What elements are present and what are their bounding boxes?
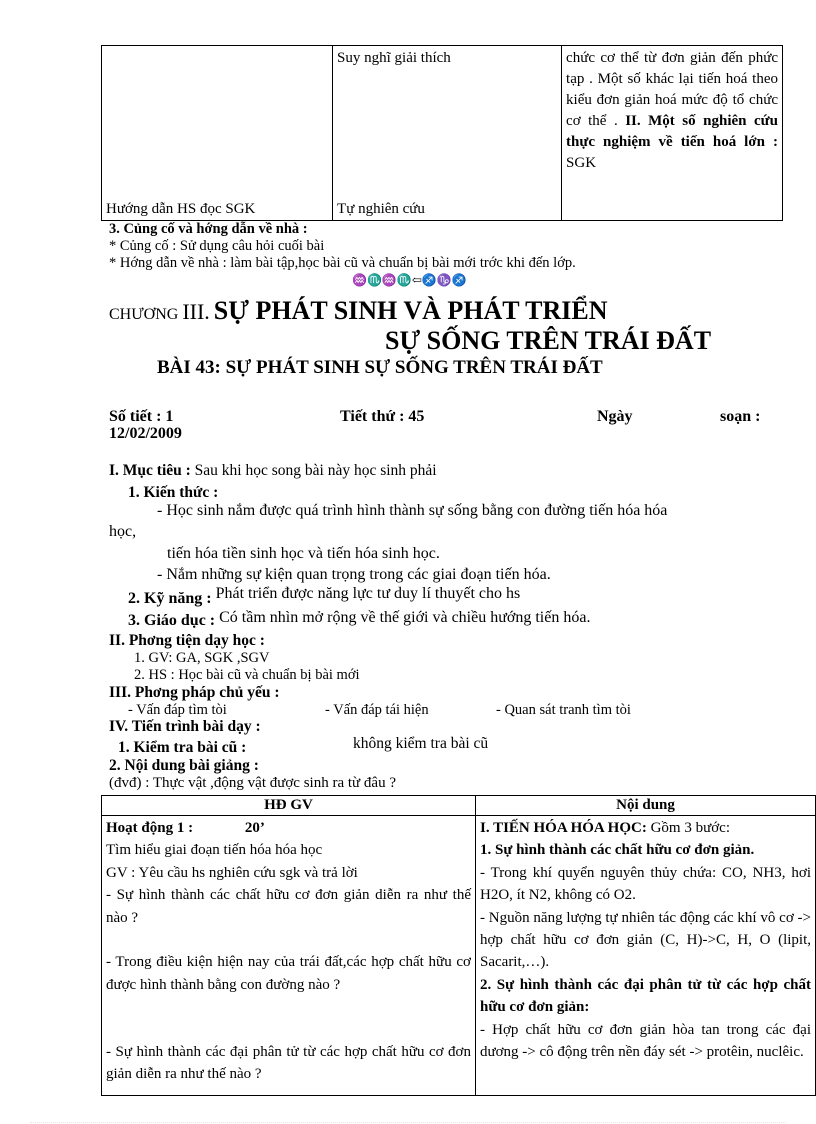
methods-heading: III. Phơng pháp chủ yếu : (109, 684, 280, 701)
meta-date: 12/02/2009 (109, 425, 182, 442)
content-paragraph-1: - Trong khí quyển nguyên thủy chứa: CO, NH3, hơi H2O, ít N2, không có O2. (480, 864, 811, 904)
means-hs: 2. HS : Học bài cũ và chuẩn bị bài mới (134, 667, 360, 683)
meta-prepared: soạn : (720, 408, 761, 425)
objectives-intro: Sau khi học song bài này học sinh phải (194, 462, 437, 479)
top-continuation-table (101, 45, 783, 221)
content-heading: 2. Nội dung bài giảng : (109, 757, 259, 774)
education-heading: 3. Giáo dục : (128, 612, 216, 629)
knowledge-item-1a: - Học sinh nắm được quá trình hình thành sự sống bằng con đường tiến hóa hóa (157, 502, 668, 519)
lesson-table (101, 795, 816, 1096)
process-heading: IV. Tiến trình bài dạy : (109, 718, 261, 735)
knowledge-heading: 1. Kiến thức : (128, 484, 219, 501)
education-line (128, 609, 591, 630)
question-2: - Trong điều kiện hiện nay của trái đất,các hợp chất hữu cơ được hình thành bằng con đường nào ? (106, 954, 471, 993)
activity-line-1: Tìm hiểu giai đoạn tiến hóa hóa học (106, 842, 323, 859)
chapter-title-line-1: SỰ PHÁT SINH VÀ PHÁT TRIỂN (213, 296, 608, 325)
meta-periods: Số tiết : 1 (109, 408, 174, 425)
question-3: - Sự hình thành các đại phân tử từ các hợp chất hữu cơ đơn giản diễn ra như thế nào ? (106, 1043, 471, 1083)
content-paragraph-2: - Nguồn năng lượng tự nhiên tác động các khí vô cơ -> hợp chất hữu cơ đơn giản (C, H)->C, H, O (lipit, Sacarit,…). (480, 909, 811, 971)
content-heading-3: 2. Sự hình thành các đại phân tử từ các hợp chất hữu cơ đơn giản: (480, 976, 811, 1016)
chapter-heading (109, 296, 608, 326)
content-heading-2: 1. Sự hình thành các chất hữu cơ đơn giản. (480, 842, 755, 859)
question-1: - Sự hình thành các chất hữu cơ đơn giản diễn ra như thế nào ? (106, 887, 471, 926)
teacher-activity-cell (102, 816, 476, 1096)
meta-lesson-no: Tiết thứ : 45 (340, 408, 425, 425)
consolidation-line-2: * Hớng dẫn về nhà : làm bài tập,học bài cũ và chuẩn bị bài mới trớc khi đến lớp. (109, 255, 576, 271)
top-table-col3-text: chức cơ thể từ đơn giản đến phức tạp . Một số khác lại tiến hoá theo kiểu đơn giản hoá mức độ tổ chức cơ thể . (566, 50, 778, 129)
method-1: - Vấn đáp tìm tòi (128, 702, 227, 718)
check-heading: 1. Kiểm tra bài cũ : (118, 739, 247, 756)
lesson-title: BÀI 43: SỰ PHÁT SINH SỰ SỐNG TRÊN TRÁI ĐẤT (157, 357, 603, 378)
method-3: - Quan sát tranh tìm tòi (496, 702, 631, 718)
content-paragraph-3: - Hợp chất hữu cơ đơn giản hòa tan trong các đại dương -> cô động trên nền đáy sét -> protêin, nuclêic. (480, 1021, 811, 1061)
top-table-col2-top: Suy nghĩ giải thích (337, 50, 451, 66)
consolidation-line-1: * Củng cố : Sử dụng câu hỏi cuối bài (109, 238, 325, 254)
skill-line (128, 585, 521, 608)
content-lead: (đvđ) : Thực vật ,động vật được sinh ra từ đâu ? (109, 775, 396, 791)
objectives-heading-line (109, 462, 437, 480)
skill-text: Phát triển được năng lực tư duy lí thuyết cho hs (215, 585, 521, 602)
check-text: không kiểm tra bài cũ (353, 735, 489, 752)
content-heading-1-tail: Gồm 3 bước: (646, 820, 730, 836)
objectives-heading: I. Mục tiêu : (109, 462, 191, 479)
knowledge-item-1b: học, (109, 523, 137, 540)
top-table-cell-3 (562, 46, 783, 221)
knowledge-item-2: - Nắm những sự kiện quan trọng trong các giai đoạn tiến hóa. (157, 566, 551, 583)
header-teacher-activity: HĐ GV (102, 796, 476, 816)
content-cell (476, 816, 816, 1096)
method-2: - Vấn đáp tái hiện (325, 702, 429, 718)
activity-time: 20’ (244, 820, 265, 836)
top-table-cell-1 (102, 46, 333, 221)
activity-line-2: GV : Yêu cầu hs nghiên cứu sgk và trả lời (106, 864, 358, 881)
chapter-prefix: CHƯƠNG (109, 306, 179, 323)
top-table-col3-tail: SGK (566, 155, 597, 171)
top-table-cell-2 (333, 46, 562, 221)
top-table-col3-bold: II. Một số nghiên cứu thực nghiệm về tiến hoá lớn : (566, 113, 778, 150)
chapter-numeral: III. (182, 299, 210, 324)
skill-heading: 2. Kỹ năng : (128, 590, 212, 607)
means-heading: II. Phơng tiện dạy học : (109, 632, 265, 649)
means-gv: 1. GV: GA, SGK ,SGV (134, 650, 270, 666)
activity-label: Hoạt động 1 : (106, 820, 194, 836)
knowledge-item-1c: tiến hóa tiền sinh học và tiến hóa sinh học. (167, 545, 440, 562)
meta-date-label: Ngày (597, 408, 633, 425)
top-table-col1: Hướng dẫn HS đọc SGK (106, 201, 256, 217)
header-content: Nội dung (476, 796, 816, 816)
education-text: Có tầm nhìn mở rộng về thế giới và chiều hướng tiến hóa. (219, 609, 591, 626)
top-table-col2-bottom: Tự nghiên cứu (337, 201, 425, 217)
chapter-title-line-2: SỰ SỐNG TRÊN TRÁI ĐẤT (385, 326, 712, 355)
ornament-divider: ♒♏♒♏⇦♐♑♐ (352, 273, 467, 287)
content-heading-1: I. TIẾN HÓA HÓA HỌC: (480, 820, 647, 836)
consolidation-heading: 3. Củng cố và hớng dẫn về nhà : (109, 221, 308, 237)
